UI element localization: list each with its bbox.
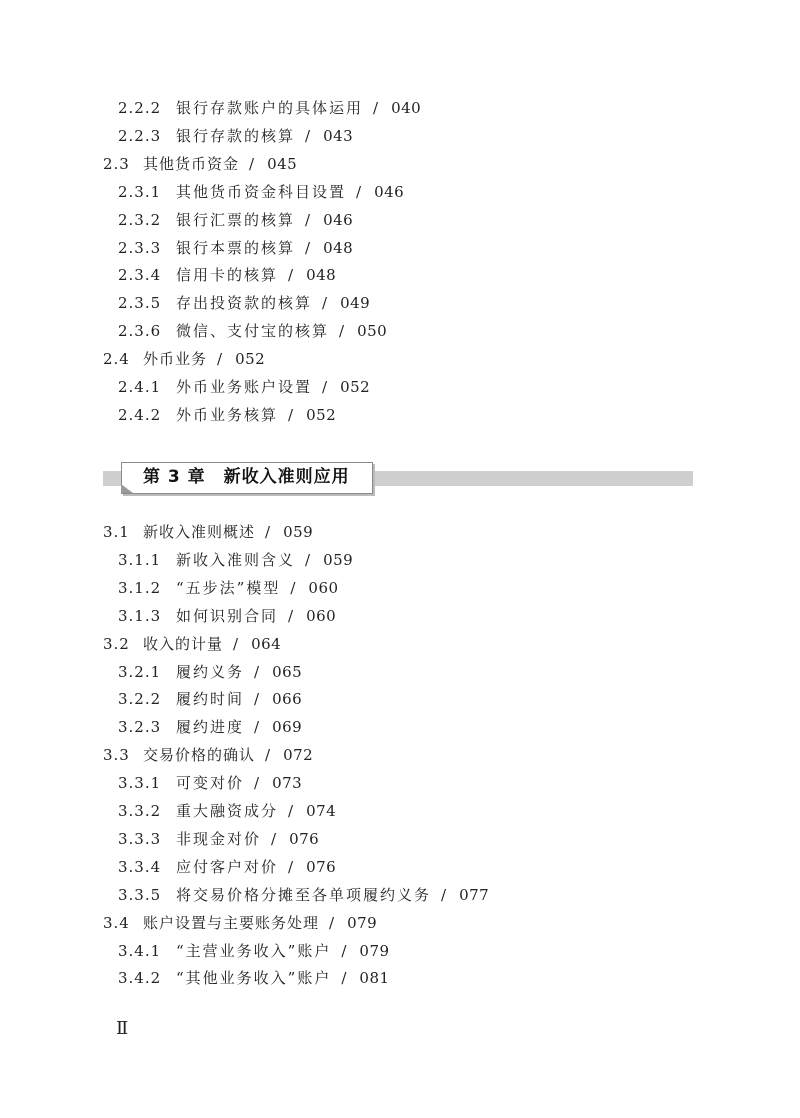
toc-entry-number: 3.3.5: [118, 885, 162, 904]
toc-subsection-entry: [118, 324, 387, 339]
toc-subsection-entry: [118, 182, 405, 201]
toc-entry-title: “五步法”模型: [176, 578, 281, 597]
toc-entry-number: 3.3.1: [118, 774, 162, 793]
toc-section-entry: [103, 352, 265, 367]
toc-subsection-entry: [118, 380, 370, 395]
toc-subsection-entry: [118, 238, 354, 257]
toc-entry-title: 重大融资成分: [176, 802, 279, 820]
toc-entry-page-number: 052: [306, 405, 337, 424]
toc-entry-separator: /: [254, 774, 260, 793]
toc-entry-title: 微信、支付宝的核算: [176, 322, 330, 341]
toc-entry-title: 外币业务账户设置: [176, 378, 313, 396]
toc-entry-separator: /: [249, 154, 255, 173]
chapter-title: [143, 469, 350, 486]
toc-entry-separator: /: [288, 606, 294, 625]
toc-entry-page-number: 052: [235, 350, 266, 369]
toc-section-entry: [103, 748, 313, 763]
toc-subsection-entry: [118, 941, 390, 960]
toc-entry-number: 3.2.1: [118, 662, 162, 681]
toc-entry-page-number: 060: [308, 578, 339, 597]
toc-entry-separator: /: [339, 322, 345, 341]
toc-entry-page-number: 065: [272, 662, 303, 681]
toc-entry-page-number: 059: [323, 550, 354, 569]
toc-entry-title: 账户设置与主要账务处理: [143, 913, 320, 932]
toc-subsection-entry: [118, 776, 302, 791]
toc-entry-separator: /: [305, 126, 311, 145]
toc-entry-page-number: 059: [283, 523, 314, 541]
toc-entry-number: 3.2: [103, 634, 130, 653]
toc-entry-separator: /: [341, 941, 347, 960]
toc-entry-number: 2.2.2: [118, 99, 162, 117]
toc-entry-number: 3.4.1: [118, 941, 162, 960]
toc-entry-number: 2.4.1: [118, 378, 162, 396]
toc-entry-separator: /: [305, 238, 311, 257]
toc-subsection-entry: [118, 268, 336, 283]
toc-entry-number: 2.3.4: [118, 266, 162, 285]
toc-entry-number: 3.4: [103, 913, 130, 932]
toc-entry-title: 银行存款的核算: [176, 126, 296, 145]
toc-entry-number: 3.1.3: [118, 606, 162, 625]
toc-entry-page-number: 081: [359, 969, 390, 988]
toc-section-entry: [103, 634, 282, 653]
toc-entry-number: 2.3: [103, 154, 130, 173]
toc-entry-separator: /: [305, 210, 311, 229]
toc-entry-page-number: 077: [459, 885, 490, 904]
toc-entry-separator: /: [290, 578, 296, 597]
toc-entry-title: 如何识别合同: [176, 606, 279, 625]
toc-subsection-entry: [118, 550, 354, 569]
toc-subsection-entry: [118, 606, 337, 625]
toc-entry-number: 2.3.6: [118, 322, 162, 341]
toc-entry-number: 2.3.1: [118, 182, 162, 201]
toc-entry-separator: /: [305, 550, 311, 569]
toc-entry-separator: /: [288, 857, 294, 876]
toc-entry-page-number: 060: [306, 606, 337, 625]
toc-entry-title: 新收入准则概述: [143, 523, 256, 541]
toc-entry-separator: /: [288, 405, 294, 424]
toc-entry-separator: /: [356, 182, 362, 201]
toc-entry-number: 3.3.3: [118, 829, 162, 848]
toc-entry-page-number: 079: [347, 913, 378, 932]
toc-subsection-entry: [118, 857, 337, 876]
toc-entry-page-number: 049: [340, 294, 371, 313]
toc-entry-page-number: 073: [272, 774, 303, 793]
toc-entry-page-number: 064: [251, 634, 282, 653]
toc-entry-separator: /: [254, 662, 260, 681]
toc-entry-title: 银行存款账户的具体运用: [176, 99, 364, 117]
toc-entry-title: 履约义务: [176, 662, 245, 681]
toc-entry-separator: /: [265, 523, 271, 541]
toc-section-entry: [103, 154, 298, 173]
toc-entry-separator: /: [271, 829, 277, 848]
toc-entry-number: 3.4.2: [118, 969, 162, 988]
toc-entry-title: 外币业务核算: [176, 405, 279, 424]
chapter-heading-fold-shadow: [121, 484, 133, 493]
toc-entry-number: 2.3.2: [118, 210, 162, 229]
toc-entry-title: 外币业务: [143, 350, 208, 369]
toc-entry-title: 非现金对价: [176, 829, 262, 848]
toc-entry-title: 交易价格的确认: [143, 746, 256, 765]
toc-entry-title: 新收入准则含义: [176, 550, 296, 569]
toc-entry-title: 可变对价: [176, 774, 245, 793]
toc-entry-page-number: 069: [272, 718, 303, 737]
toc-entry-number: 3.3.4: [118, 857, 162, 876]
toc-subsection-entry: [118, 829, 320, 848]
toc-entry-separator: /: [322, 378, 328, 396]
toc-entry-number: 2.3.3: [118, 238, 162, 257]
toc-entry-title: 履约进度: [176, 718, 245, 737]
toc-entry-page-number: 076: [306, 857, 337, 876]
toc-entry-number: 2.3.5: [118, 294, 162, 313]
toc-entry-number: 2.2.3: [118, 126, 162, 145]
toc-entry-page-number: 043: [323, 126, 354, 145]
toc-entry-page-number: 066: [272, 690, 303, 709]
toc-subsection-entry: [118, 210, 354, 229]
toc-subsection-entry: [118, 662, 303, 681]
toc-entry-title: 其他货币资金科目设置: [176, 182, 347, 201]
toc-entry-title: “主营业务收入”账户: [176, 941, 332, 960]
toc-entry-page-number: 046: [374, 182, 405, 201]
toc-entry-number: 3.1: [103, 523, 130, 541]
page-folio: Ⅱ: [116, 1018, 129, 1039]
toc-subsection-entry: [118, 126, 354, 145]
toc-entry-title: 信用卡的核算: [176, 266, 279, 285]
toc-entry-number: 3.2.3: [118, 718, 162, 737]
toc-entry-separator: /: [288, 802, 294, 820]
toc-entry-page-number: 072: [283, 746, 314, 765]
toc-entry-number: 3.3.2: [118, 802, 162, 820]
toc-subsection-entry: [118, 692, 302, 707]
toc-subsection-entry: [118, 971, 390, 986]
toc-entry-separator: /: [254, 718, 260, 737]
toc-subsection-entry: [118, 885, 490, 904]
toc-subsection-entry: [118, 405, 337, 424]
toc-entry-page-number: 040: [391, 99, 422, 117]
toc-entry-page-number: 050: [357, 322, 388, 341]
toc-entry-page-number: 074: [306, 802, 337, 820]
toc-entry-separator: /: [329, 913, 335, 932]
toc-entry-page-number: 076: [289, 829, 320, 848]
toc-entry-separator: /: [341, 969, 347, 988]
toc-entry-title: 履约时间: [176, 690, 245, 709]
toc-entry-separator: /: [441, 885, 447, 904]
toc-entry-separator: /: [217, 350, 223, 369]
toc-entry-title: 其他货币资金: [143, 154, 240, 173]
toc-section-entry: [103, 525, 313, 540]
toc-entry-title: “其他业务收入”账户: [176, 969, 332, 988]
toc-entry-page-number: 045: [267, 154, 298, 173]
toc-subsection-entry: [118, 720, 302, 735]
toc-entry-page-number: 052: [340, 378, 371, 396]
toc-entry-number: 3.3: [103, 746, 130, 765]
toc-subsection-entry: [118, 296, 370, 311]
toc-entry-title: 存出投资款的核算: [176, 294, 313, 313]
toc-entry-title: 银行本票的核算: [176, 238, 296, 257]
toc-entry-separator: /: [373, 99, 379, 117]
toc-entry-number: 3.1.2: [118, 578, 162, 597]
toc-entry-page-number: 046: [323, 210, 354, 229]
toc-entry-separator: /: [322, 294, 328, 313]
toc-entry-page-number: 048: [306, 266, 337, 285]
toc-entry-separator: /: [288, 266, 294, 285]
toc-subsection-entry: [118, 578, 339, 597]
toc-entry-number: 3.1.1: [118, 550, 162, 569]
toc-section-entry: [103, 913, 378, 932]
toc-entry-separator: /: [265, 746, 271, 765]
toc-entry-title: 将交易价格分摊至各单项履约义务: [176, 885, 432, 904]
toc-subsection-entry: [118, 101, 421, 116]
toc-subsection-entry: [118, 804, 336, 819]
toc-entry-title: 收入的计量: [143, 634, 224, 653]
toc-entry-separator: /: [254, 690, 260, 709]
toc-entry-page-number: 079: [359, 941, 390, 960]
chapter-label: 第 3 章: [143, 467, 206, 487]
toc-entry-title: 银行汇票的核算: [176, 210, 296, 229]
toc-entry-title: 应付客户对价: [176, 857, 279, 876]
chapter-name: 新收入准则应用: [223, 467, 350, 487]
toc-entry-number: 2.4.2: [118, 405, 162, 424]
toc-entry-number: 3.2.2: [118, 690, 162, 709]
toc-entry-separator: /: [233, 634, 239, 653]
toc-entry-page-number: 048: [323, 238, 354, 257]
toc-entry-number: 2.4: [103, 350, 130, 369]
